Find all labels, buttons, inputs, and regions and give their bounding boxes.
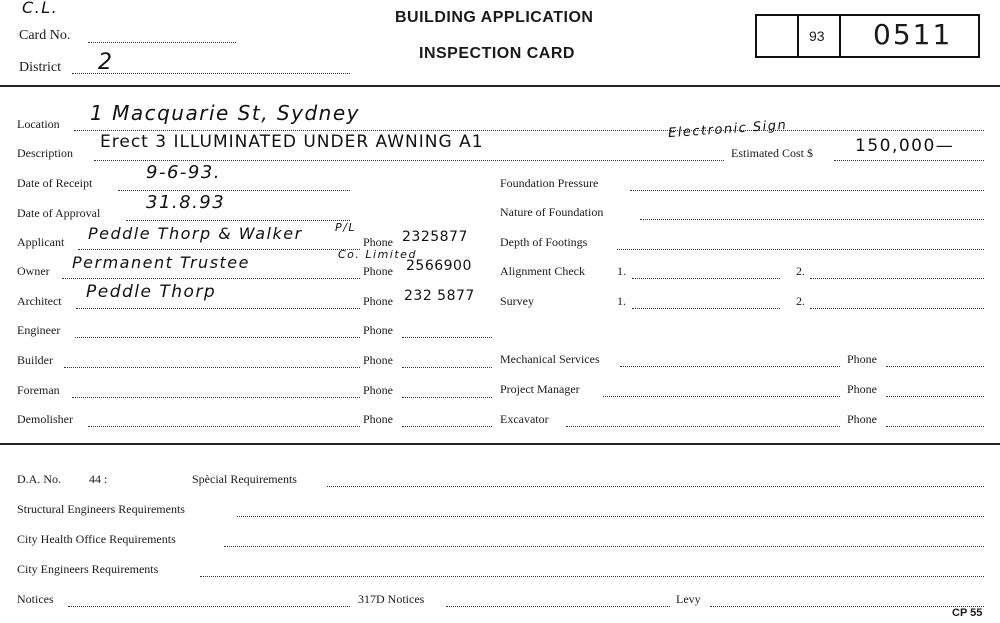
notices-label: Notices	[17, 592, 54, 606]
architect-value: Peddle Thorp	[86, 282, 217, 302]
builder-field[interactable]	[64, 367, 360, 368]
engineer-field[interactable]	[75, 337, 360, 338]
description-field[interactable]	[94, 160, 724, 161]
foreman-label: Foreman	[17, 383, 60, 397]
da-no-label: D.A. No.	[17, 472, 61, 486]
demolisher-phone-label: Phone	[363, 412, 393, 426]
applicant-suffix: P/L	[335, 221, 356, 234]
estimated-cost-field[interactable]	[834, 160, 984, 161]
survey-field-1[interactable]	[632, 308, 780, 309]
owner-field[interactable]	[62, 278, 360, 279]
demolisher-phone-field[interactable]	[402, 426, 492, 427]
architect-label: Architect	[17, 294, 62, 308]
mechanical-services-field[interactable]	[620, 366, 840, 367]
date-of-receipt-label: Date of Receipt	[17, 176, 93, 190]
city-engineers-field[interactable]	[200, 576, 984, 577]
district-label: District	[19, 60, 61, 75]
317d-notices-field[interactable]	[446, 606, 670, 607]
description-extra: Electronic Sign	[667, 117, 788, 142]
header-divider	[0, 85, 1000, 87]
mechanical-services-phone-field[interactable]	[886, 366, 984, 367]
owner-value: Permanent Trustee	[72, 253, 250, 272]
alignment-check-label: Alignment Check	[500, 264, 585, 278]
city-engineers-label: City Engineers Requirements	[17, 562, 159, 576]
317d-notices-label: 317D Notices	[358, 592, 425, 606]
project-manager-field[interactable]	[603, 396, 840, 397]
alignment-check-field-2[interactable]	[810, 278, 984, 279]
location-label: Location	[17, 117, 60, 131]
architect-phone-value: 232 5877	[404, 288, 475, 304]
special-requirements-field[interactable]	[327, 486, 984, 487]
card-number-blank-cell	[757, 16, 799, 56]
form-title-line1: BUILDING APPLICATION	[395, 9, 594, 26]
structural-engineers-field[interactable]	[237, 516, 984, 517]
survey-num-1: 1.	[617, 294, 626, 308]
foundation-pressure-label: Foundation Pressure	[500, 176, 599, 190]
mechanical-services-phone-label: Phone	[847, 352, 877, 366]
description-label: Description	[17, 146, 73, 160]
builder-phone-label: Phone	[363, 353, 393, 367]
owner-suffix: Co. Limited	[338, 248, 417, 261]
card-no-field[interactable]	[88, 42, 236, 43]
notices-field[interactable]	[68, 606, 350, 607]
city-health-office-label: City Health Office Requirements	[17, 532, 176, 546]
applicant-value: Peddle Thorp & Walker	[88, 224, 303, 243]
location-value: 1 Macquarie St, Sydney	[90, 101, 360, 125]
card-no-label: Card No.	[19, 28, 71, 43]
foreman-phone-label: Phone	[363, 383, 393, 397]
description-value: Erect 3 ILLUMINATED UNDER AWNING A1	[100, 132, 484, 152]
excavator-phone-label: Phone	[847, 412, 877, 426]
project-manager-phone-field[interactable]	[886, 396, 984, 397]
foundation-pressure-field[interactable]	[630, 190, 984, 191]
depth-of-footings-label: Depth of Footings	[500, 235, 588, 249]
applicant-label: Applicant	[17, 235, 65, 249]
depth-of-footings-field[interactable]	[617, 249, 984, 250]
city-health-office-field[interactable]	[224, 546, 984, 547]
engineer-phone-label: Phone	[363, 323, 393, 337]
owner-phone-value: 2566900	[406, 258, 472, 274]
form-title-line2: INSPECTION CARD	[419, 45, 575, 62]
date-of-receipt-value: 9-6-93.	[146, 162, 222, 183]
alignment-check-field-1[interactable]	[632, 278, 780, 279]
excavator-field[interactable]	[566, 426, 840, 427]
district-field[interactable]	[72, 73, 350, 74]
details-divider	[0, 443, 1000, 445]
owner-phone-label: Phone	[363, 264, 393, 278]
engineer-label: Engineer	[17, 323, 61, 337]
architect-phone-label: Phone	[363, 294, 393, 308]
form-code: CP 55	[952, 607, 983, 619]
alignment-check-num-2: 2.	[796, 264, 805, 278]
project-manager-label: Project Manager	[500, 382, 580, 396]
date-of-receipt-field[interactable]	[118, 190, 350, 191]
project-manager-phone-label: Phone	[847, 382, 877, 396]
nature-of-foundation-label: Nature of Foundation	[500, 205, 604, 219]
mechanical-services-label: Mechanical Services	[500, 352, 600, 366]
foreman-field[interactable]	[72, 397, 360, 398]
applicant-phone-label: Phone	[363, 235, 393, 249]
applicant-phone-value: 2325877	[402, 229, 468, 245]
survey-field-2[interactable]	[810, 308, 984, 309]
levy-label: Levy	[676, 592, 701, 606]
date-of-approval-label: Date of Approval	[17, 206, 101, 220]
architect-field[interactable]	[76, 308, 360, 309]
card-number-box	[755, 14, 980, 58]
demolisher-label: Demolisher	[17, 412, 73, 426]
builder-phone-field[interactable]	[402, 367, 492, 368]
date-of-approval-value: 31.8.93	[146, 192, 226, 213]
demolisher-field[interactable]	[88, 426, 360, 427]
district-value: 2	[98, 50, 114, 75]
foreman-phone-field[interactable]	[402, 397, 492, 398]
engineer-phone-field[interactable]	[402, 337, 492, 338]
estimated-cost-label: Estimated Cost $	[731, 146, 813, 160]
structural-engineers-label: Structural Engineers Requirements	[17, 502, 185, 516]
applicant-field[interactable]	[78, 249, 360, 250]
nature-of-foundation-field[interactable]	[640, 219, 984, 220]
excavator-label: Excavator	[500, 412, 549, 426]
da-no-value: 44 :	[89, 472, 108, 486]
special-requirements-label: Spècial Requirements	[192, 472, 297, 486]
location-field[interactable]	[74, 130, 984, 131]
date-of-approval-field[interactable]	[126, 220, 350, 221]
owner-label: Owner	[17, 264, 50, 278]
cl-mark: C.L.	[22, 0, 59, 17]
survey-num-2: 2.	[796, 294, 805, 308]
excavator-phone-field[interactable]	[886, 426, 984, 427]
card-number-value: 0511	[873, 18, 953, 51]
estimated-cost-value: 150,000—	[855, 136, 955, 156]
alignment-check-num-1: 1.	[617, 264, 626, 278]
survey-label: Survey	[500, 294, 534, 308]
card-number-year: 93	[809, 28, 825, 44]
builder-label: Builder	[17, 353, 53, 367]
levy-field[interactable]	[710, 606, 984, 607]
